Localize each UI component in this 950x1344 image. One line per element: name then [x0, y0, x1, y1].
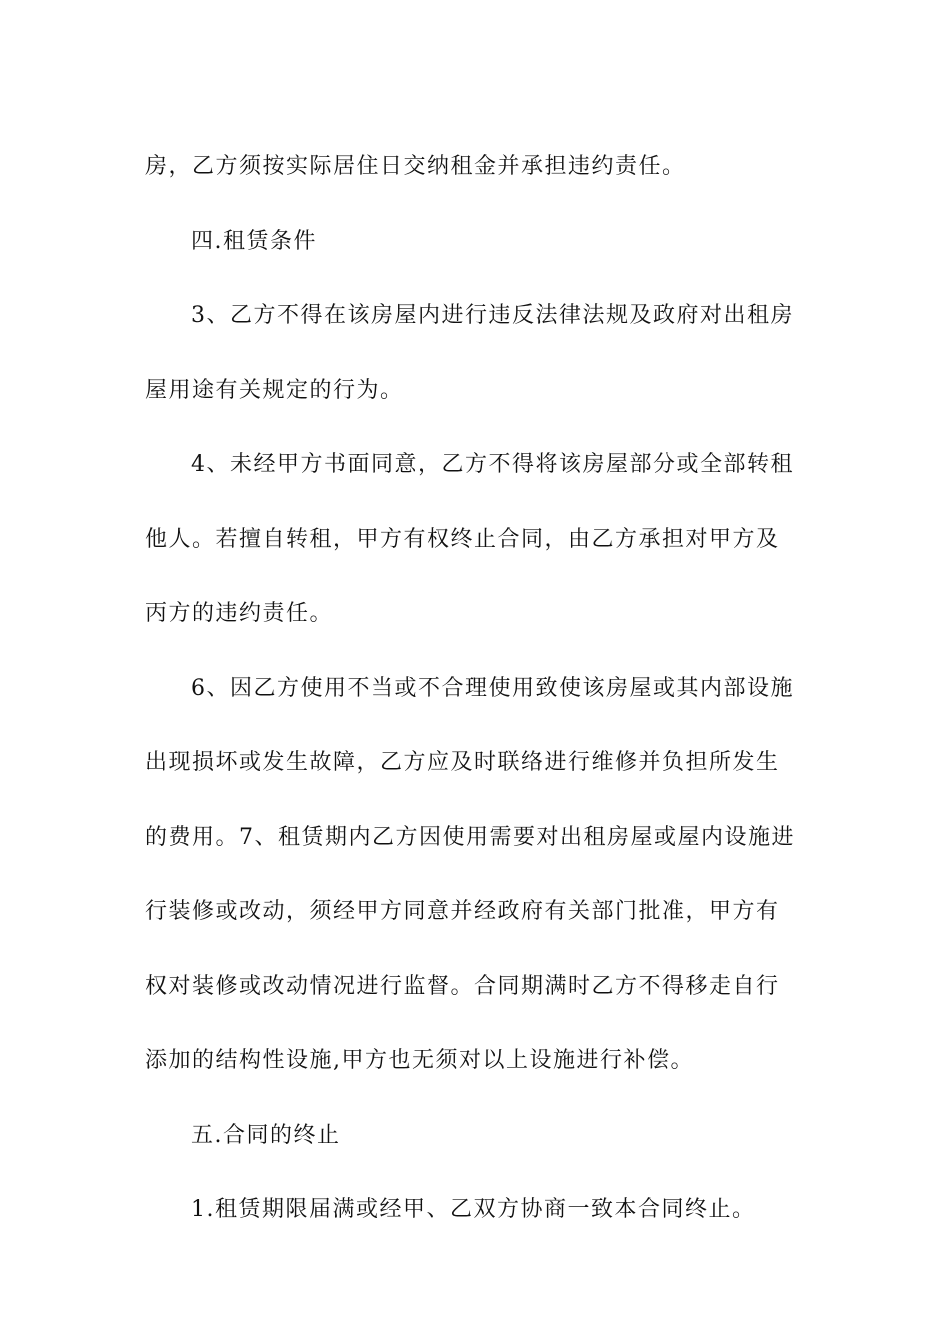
paragraph-line: 3、乙方不得在该房屋内进行违反法律法规及政府对出租房	[191, 303, 794, 328]
paragraph-line: 权对装修或改动情况进行监督。合同期满时乙方不得移走自行	[145, 973, 780, 999]
paragraph-line: 行装修或改动，须经甲方同意并经政府有关部门批准，甲方有	[145, 899, 780, 924]
paragraph-line: 的费用。7、租赁期内乙方因使用需要对出租房屋或屋内设施进	[145, 824, 795, 850]
paragraph-line: 房，乙方须按实际居住日交纳租金并承担违约责任。	[145, 154, 686, 179]
paragraph-line: 屋用途有关规定的行为。	[145, 377, 404, 403]
paragraph-line: 4、未经甲方书面同意，乙方不得将该房屋部分或全部转租	[191, 452, 794, 477]
paragraph-line: 1.租赁期限届满或经甲、乙双方协商一致本合同终止。	[191, 1197, 756, 1222]
document-body	[145, 130, 810, 1248]
section-heading: 五.合同的终止	[191, 1122, 341, 1148]
paragraph-line: 6、因乙方使用不当或不合理使用致使该房屋或其内部设施	[191, 675, 794, 701]
paragraph-line: 出现损坏或发生故障，乙方应及时联络进行维修并负担所发生	[145, 750, 780, 775]
section-heading: 四.租赁条件	[191, 228, 317, 254]
paragraph-line: 添加的结构性设施,甲方也无须对以上设施进行补偿。	[145, 1048, 694, 1073]
paragraph-line: 他人。若擅自转租，甲方有权终止合同，由乙方承担对甲方及	[145, 526, 780, 552]
paragraph-line: 丙方的违约责任。	[145, 601, 334, 626]
